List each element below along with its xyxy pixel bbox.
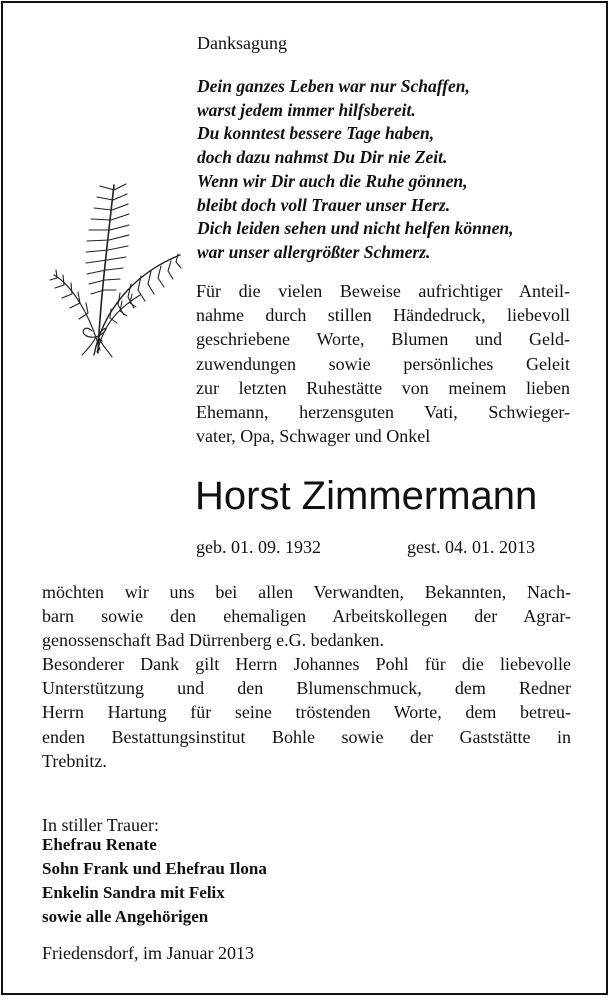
body-line: genossenschaft Bad Dürrenberg e.G. bedanken. xyxy=(42,630,385,651)
thanks-intro xyxy=(196,279,570,448)
signer: Ehefrau Renate xyxy=(42,835,157,854)
signer: Enkelin Sandra mit Felix xyxy=(42,883,225,902)
poem-line: Dein ganzes Leben war nur Schaffen, xyxy=(197,76,470,96)
body-line: Besonderer Dank gilt Herrn Johannes Pohl für die liebevolle xyxy=(42,654,571,675)
intro-line: Ehemann, herzensguten Vati, Schwieger- xyxy=(196,402,570,423)
body-line: enden Bestattungsinstitut Bohle sowie der Gaststätte in xyxy=(42,726,571,747)
intro-line: zur letzten Ruhestätte von meinem lieben xyxy=(196,377,570,398)
intro-line: zuwendungen sowie persönliches Geleit xyxy=(196,353,570,374)
intro-line: geschriebene Worte, Blumen und Geld- xyxy=(196,329,570,350)
intro-line: vater, Opa, Schwager und Onkel xyxy=(196,426,431,447)
poem-line: Wenn wir Dir auch die Ruhe gönnen, xyxy=(197,170,468,191)
body-line: barn sowie den ehemaligen Arbeitskollegen der Agrar- xyxy=(42,606,571,627)
poem-line: Du konntest bessere Tage haben, xyxy=(197,123,435,144)
signer: Sohn Frank und Ehefrau Ilona xyxy=(42,859,267,878)
poem-line: Dich leiden sehen und nicht helfen können, xyxy=(197,218,514,239)
notice-heading: Danksagung xyxy=(197,33,287,53)
body-line: Unterstützung und den Blumenschmuck, dem Redner xyxy=(42,678,571,699)
mourning-label: In stiller Trauer: xyxy=(42,815,159,835)
death-date: gest. 04. 01. 2013 xyxy=(407,537,535,557)
birth-date: geb. 01. 09. 1932 xyxy=(196,537,321,557)
poem-line: bleibt doch voll Trauer unser Herz. xyxy=(197,194,451,215)
poem-line: war unser allergrößter Schmerz. xyxy=(197,241,431,262)
poem-line: doch dazu nahmst Du Dir nie Zeit. xyxy=(197,147,448,168)
body-line: Trebnitz. xyxy=(42,750,107,771)
poem xyxy=(197,75,514,265)
signer: sowie alle Angehörigen xyxy=(42,907,209,926)
fern-bouquet-icon xyxy=(40,145,190,360)
deceased-name: Horst Zimmermann xyxy=(195,474,538,518)
intro-line: Für die vielen Beweise aufrichtiger Anteil- xyxy=(196,281,570,301)
body-line: Herrn Hartung für seine tröstenden Worte, dem betreu- xyxy=(42,702,571,723)
place-date: Friedensdorf, im Januar 2013 xyxy=(42,943,254,963)
body-line: möchten wir uns bei allen Verwandten, Bekannten, Nach- xyxy=(42,582,571,602)
intro-line: nahme durch stillen Händedruck, liebevoll xyxy=(196,305,570,326)
poem-line: warst jedem immer hilfsbereit. xyxy=(197,99,416,120)
signers-list xyxy=(42,833,267,929)
thanks-body xyxy=(42,580,571,773)
